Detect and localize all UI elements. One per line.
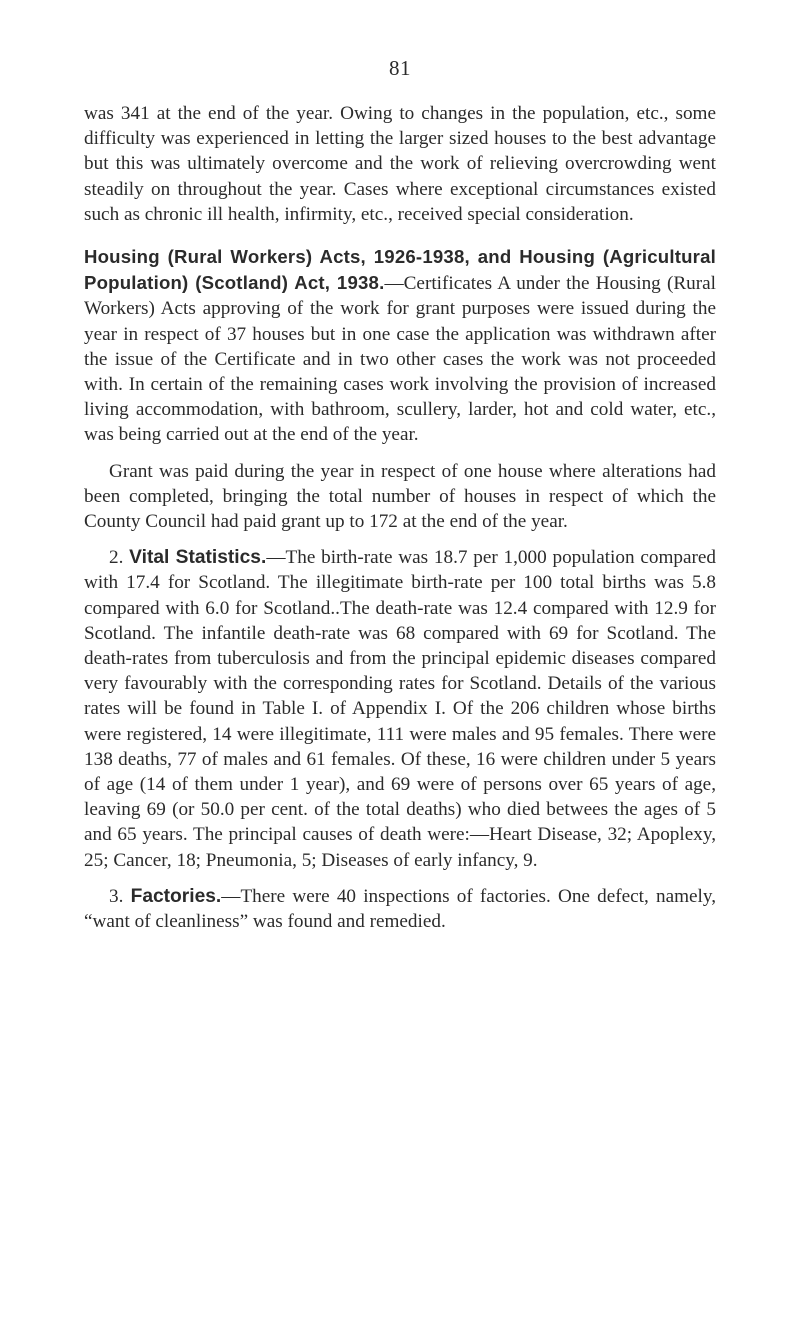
factories-body: —There were 40 inspections of factories. One defect, namely, “want of cleanliness” was found and remedied. (84, 885, 716, 933)
vital-statistics-body: —The birth-rate was 18.7 per 1,000 population compared with 17.4 for Scotland. The illegitimate birth-rate per 100 total births was 5.8 compared with 6.0 for Scotland..The death-rate was 12.4 compared with 12.9 for Scotland. The infantile death-rate was 68 compared with 69 for Scotland. The death-rates from tuberculosis and from the principal epidemic diseases compared very favourably with the corresponding rates for Scotland. Details of the various rates will be found in Table I. of Appendix I. Of the 206 children whose births were registered, 14 were illegitimate, 111 were males and 95 females. There were 138 deaths, 77 of males and 61 females. Of these, 16 were children under 5 years of age (14 of them under 1 year), and 69 were of persons over 65 years of age, leaving 69 (or 50.0 per cent. of the total deaths) who died betwees the ages of 5 and 65 years. The principal causes of death were:—Heart Disease, 32; Apoplexy, 25; Cancer, 18; Pneumonia, 5; Diseases of early infancy, 9. (84, 547, 716, 871)
intro-paragraph: was 341 at the end of the year. Owing to changes in the population, etc., some difficulty was experienced in letting the larger sized houses to the best advantage but this was ultimately overcome and the work of relieving overcrowding went steadily on throughout the year. Cases where exceptional circumstances existed such as chronic ill health, infirmity, etc., received special consideration. (84, 103, 716, 225)
page-number: 81 (389, 56, 411, 80)
grant-paragraph: Grant was paid during the year in respect of one house where alterations had been completed, bringing the total number of houses in respect of which the County Council had paid grant up to 172 at the end of the year. (84, 460, 716, 533)
housing-body: —Certificates A under the Housing (Rural Workers) Acts approving of the work for grant purposes were issued during the year in respect of 37 houses but in one case the application was withdrawn after the issue of the Certificate and in two other cases the work was not proceeded with. In certain of the remaining cases work involving the provision of increased living accommodation, with bathroom, scullery, larder, hot and cold water, etc., was being carried out at the end of the year. (84, 273, 716, 446)
factories-paragraph (84, 884, 716, 934)
vital-statistics-heading: Vital Statistics. (129, 547, 267, 569)
housing-heading: Housing (Rural Workers) Acts, 1926-1938, and Housing (Agricultural Population) (Scotland) Act, 1938. (84, 246, 716, 294)
housing-paragraph (84, 244, 716, 448)
document-page (84, 56, 716, 934)
vital-section-number: 2. (109, 547, 124, 569)
vital-statistics-paragraph (84, 545, 716, 873)
factories-section-number: 3. (109, 885, 124, 907)
factories-heading: Factories. (130, 885, 222, 907)
